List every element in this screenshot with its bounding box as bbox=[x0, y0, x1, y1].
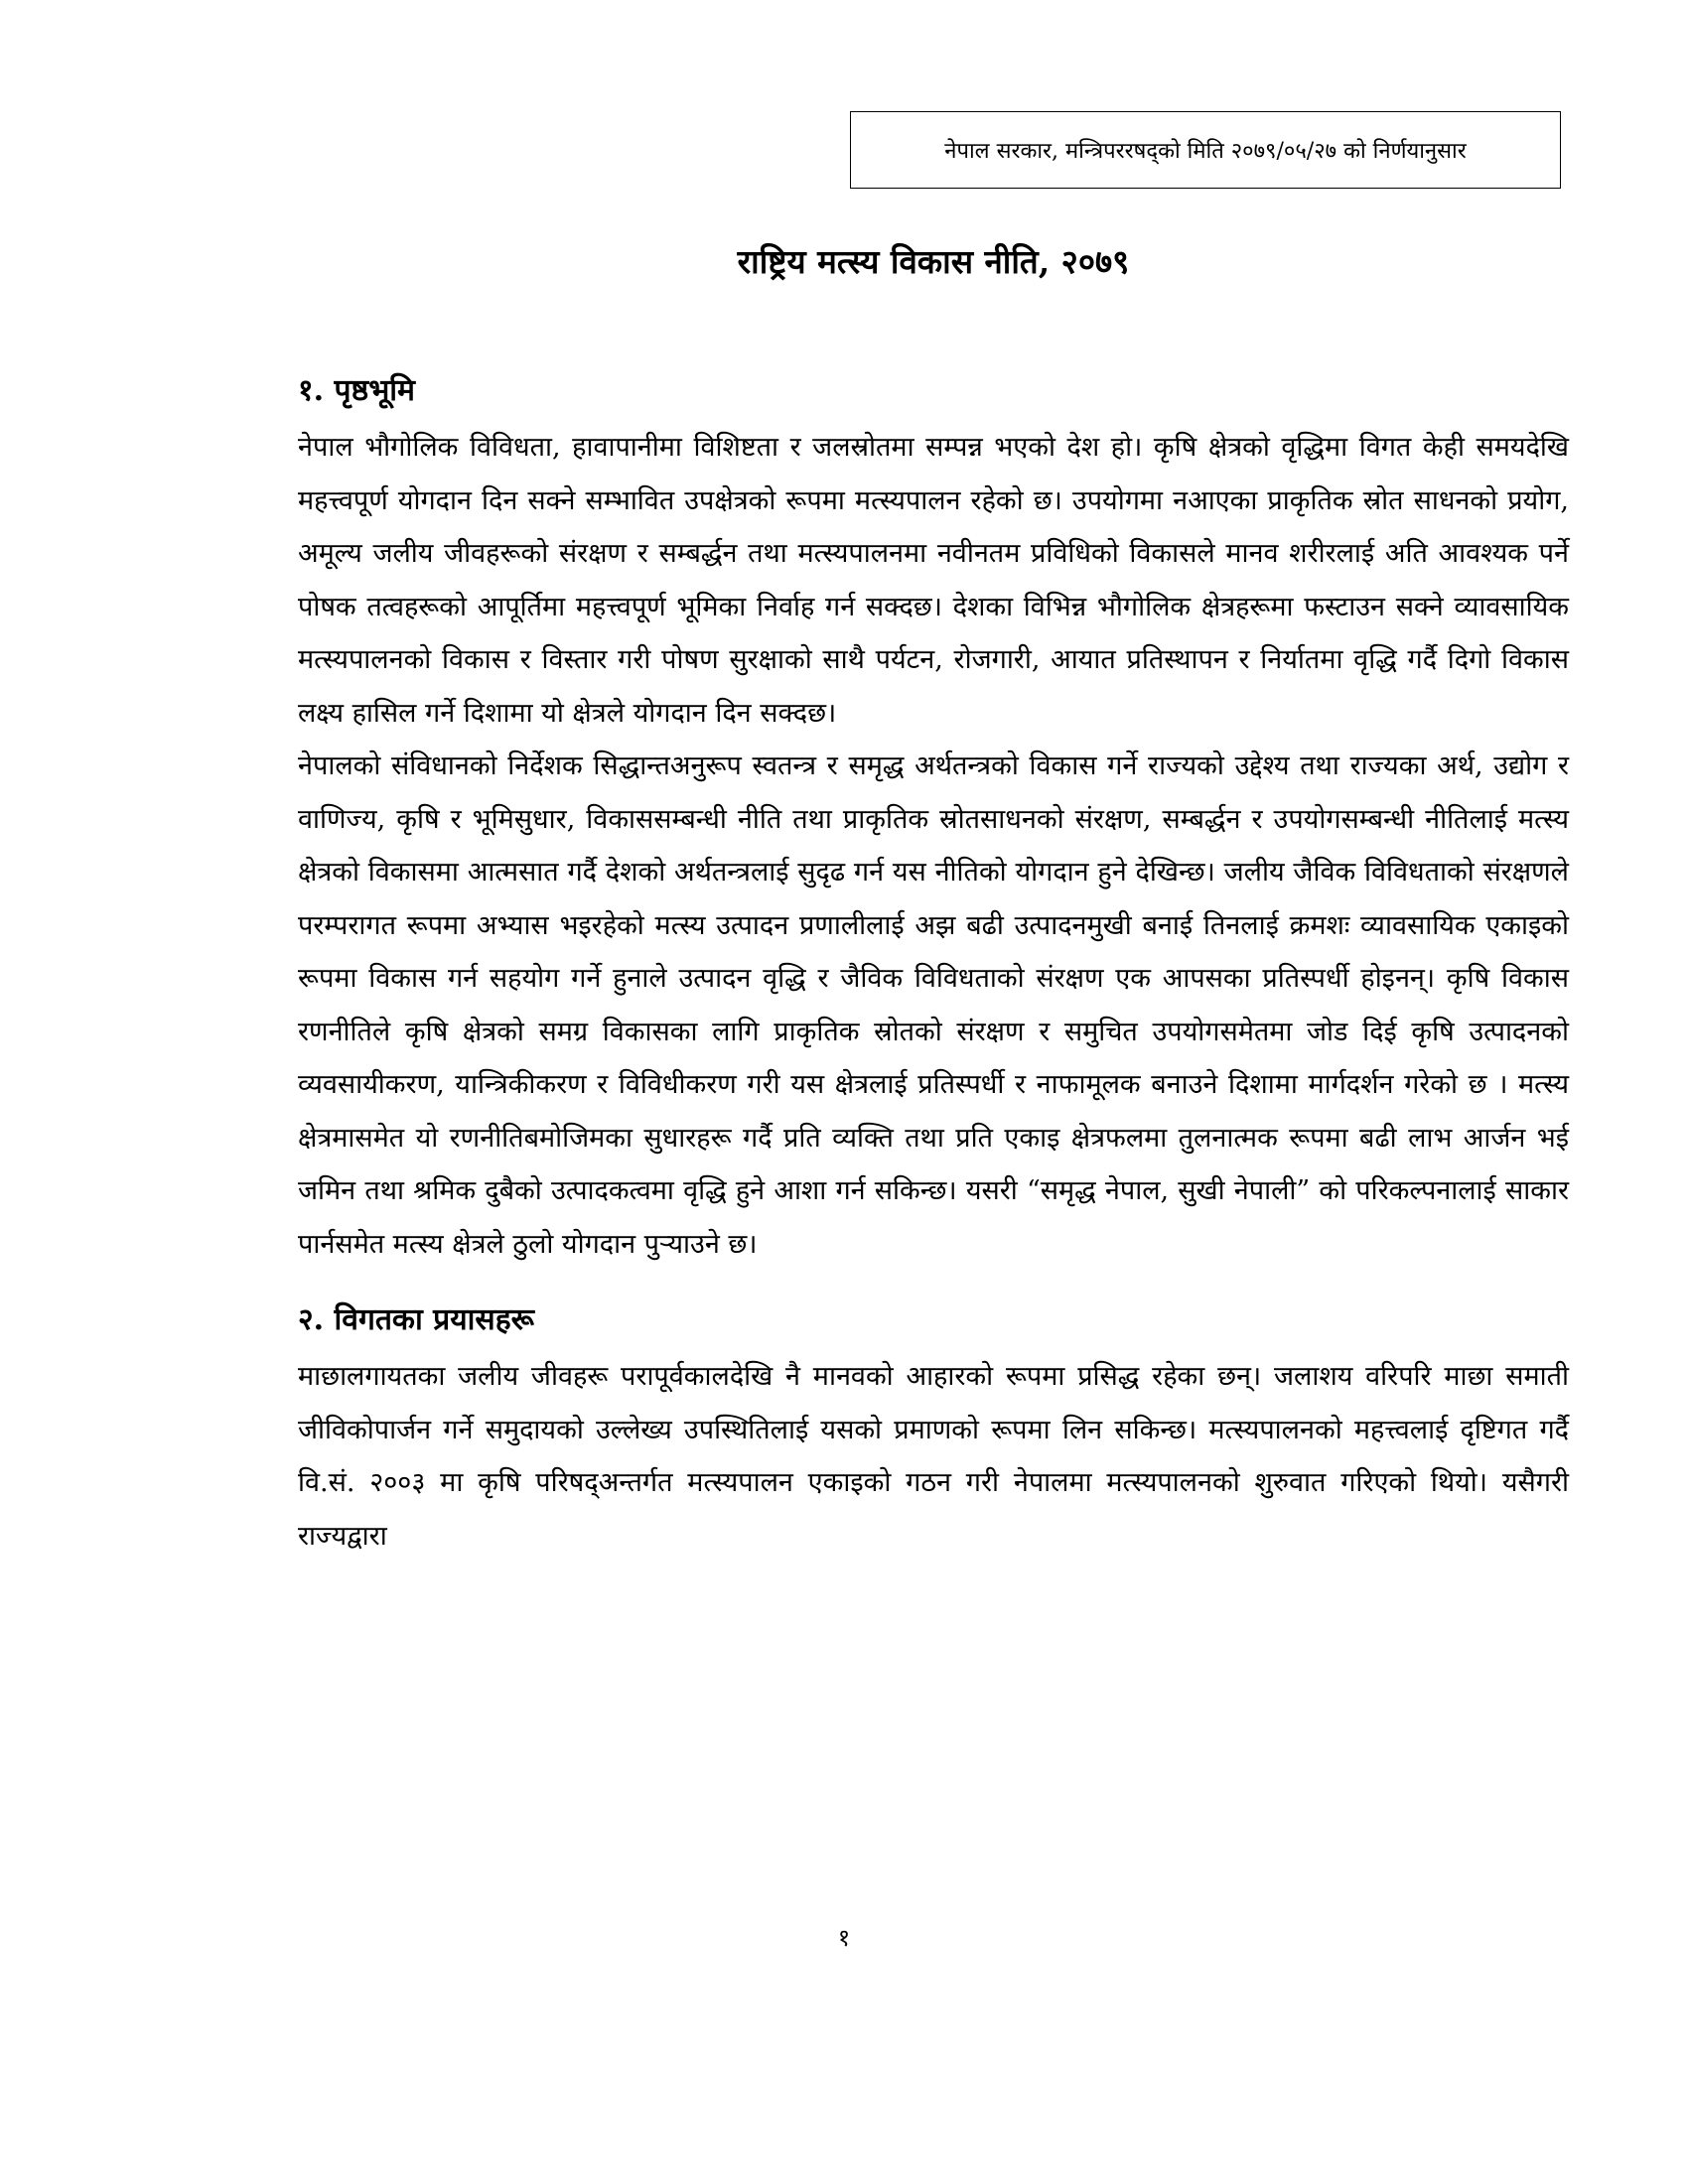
paragraph: नेपालको संविधानको निर्देशक सिद्धान्तअनुरूप स्वतन्त्र र समृद्ध अर्थतन्त्रको विकास गर्ने राज्यको उद्देश्य तथा राज्यका अर्थ, उद्योग र वाणिज्य, कृषि र भूमिसुधार, विकाससम्बन्धी नीति तथा प्राकृतिक स्रोतसाधनको संरक्षण, सम्बर्द्धन र उपयोगसम्बन्धी नीतिलाई मत्स्य क्षेत्रको विकासमा आत्मसात गर्दै देशको अर्थतन्त्रलाई सुदृढ गर्न यस नीतिको योगदान हुने देखिन्छ। जलीय जैविक विविधताको संरक्षणले परम्परागत रूपमा अभ्यास भइरहेको मत्स्य उत्पादन प्रणालीलाई अझ बढी उत्पादनमुखी बनाई तिनलाई क्रमशः व्यावसायिक एकाइको रूपमा विकास गर्न सहयोग गर्ने हुनाले उत्पादन वृद्धि र जैविक विविधताको संरक्षण एक आपसका प्रतिस्पर्धी होइनन्। कृषि विकास रणनीतिले कृषि क्षेत्रको समग्र विकासका लागि प्राकृतिक स्रोतको संरक्षण र समुचित उपयोगसमेतमा जोड दिई कृषि उत्पादनको व्यवसायीकरण, यान्त्रिकीकरण र विविधीकरण गरी यस क्षेत्रलाई प्रतिस्पर्धी र नाफामूलक बनाउने दिशामा मार्गदर्शन गरेको छ । मत्स्य क्षेत्रमासमेत यो रणनीतिबमोजिमका सुधारहरू गर्दै प्रति व्यक्ति तथा प्रति एकाइ क्षेत्रफलमा तुलनात्मक रूपमा बढी लाभ आर्जन भई जमिन तथा श्रमिक दुबैको उत्पादकत्वमा वृद्धि हुने आशा गर्न सकिन्छ। यसरी “समृद्ध नेपाल, सुखी नेपाली” को परिकल्पनालाई साकार पार्नसमेत मत्स्य क्षेत्रले ठुलो योगदान पुऱ्याउने छ। bbox=[298, 751, 1569, 1260]
paragraph: नेपाल भौगोलिक विविधता, हावापानीमा विशिष्टता र जलस्रोतमा सम्पन्न भएको देश हो। कृषि क्षेत्रको वृद्धिमा विगत केही समयदेखि महत्त्वपूर्ण योगदान दिन सक्ने सम्भावित उपक्षेत्रको रूपमा मत्स्यपालन रहेको छ। उपयोगमा नआएका प्राकृतिक स्रोत साधनको प्रयोग, अमूल्य जलीय जीवहरूको संरक्षण र सम्बर्द्धन तथा मत्स्यपालनमा नवीनतम प्रविधिको विकासले मानव शरीरलाई अति आवश्यक पर्ने पोषक तत्वहरूको आपूर्तिमा महत्त्वपूर्ण भूमिका निर्वाह गर्न सक्दछ। देशका विभिन्न भौगोलिक क्षेत्रहरूमा फस्टाउन सक्ने व्यावसायिक मत्स्यपालनको विकास र विस्तार गरी पोषण सुरक्षाको साथै पर्यटन, रोजगारी, आयात प्रतिस्थापन र निर्यातमा वृद्धि गर्दै दिगो विकास लक्ष्य हासिल गर्ने दिशामा यो क्षेत्रले योगदान दिन सक्दछ। bbox=[298, 432, 1569, 729]
document-body bbox=[298, 367, 1569, 1563]
cabinet-decision-note bbox=[850, 111, 1561, 189]
cabinet-decision-text: नेपाल सरकार, मन्त्रिपररषद्को मिति २०७९/०५/२७ को निर्णयानुसार bbox=[944, 139, 1467, 164]
section-background bbox=[298, 367, 1569, 1271]
section-heading: २. विगतका प्रयासहरू bbox=[298, 1302, 534, 1337]
paragraph: माछालगायतका जलीय जीवहरू परापूर्वकालदेखि नै मानवको आहारको रूपमा प्रसिद्ध रहेका छन्। जलाशय वरिपरि माछा समाती जीविकोपार्जन गर्ने समुदायको उल्लेख्य उपस्थितिलाई यसको प्रमाणको रूपमा लिन सकिन्छ। मत्स्यपालनको महत्त्वलाई दृष्टिगत गर्दै वि.सं. २००३ मा कृषि परिषद्अन्तर्गत मत्स्यपालन एकाइको गठन गरी नेपालमा मत्स्यपालनको शुरुवात गरिएको थियो। यसैगरी राज्यद्वारा bbox=[298, 1361, 1569, 1552]
section-heading: १. पृष्ठभूमि bbox=[298, 373, 415, 408]
section-past-efforts bbox=[298, 1297, 1569, 1563]
page-number: १ bbox=[837, 1924, 851, 1952]
document-title: राष्ट्रिय मत्स्य विकास नीति, २०७९ bbox=[737, 242, 1130, 281]
